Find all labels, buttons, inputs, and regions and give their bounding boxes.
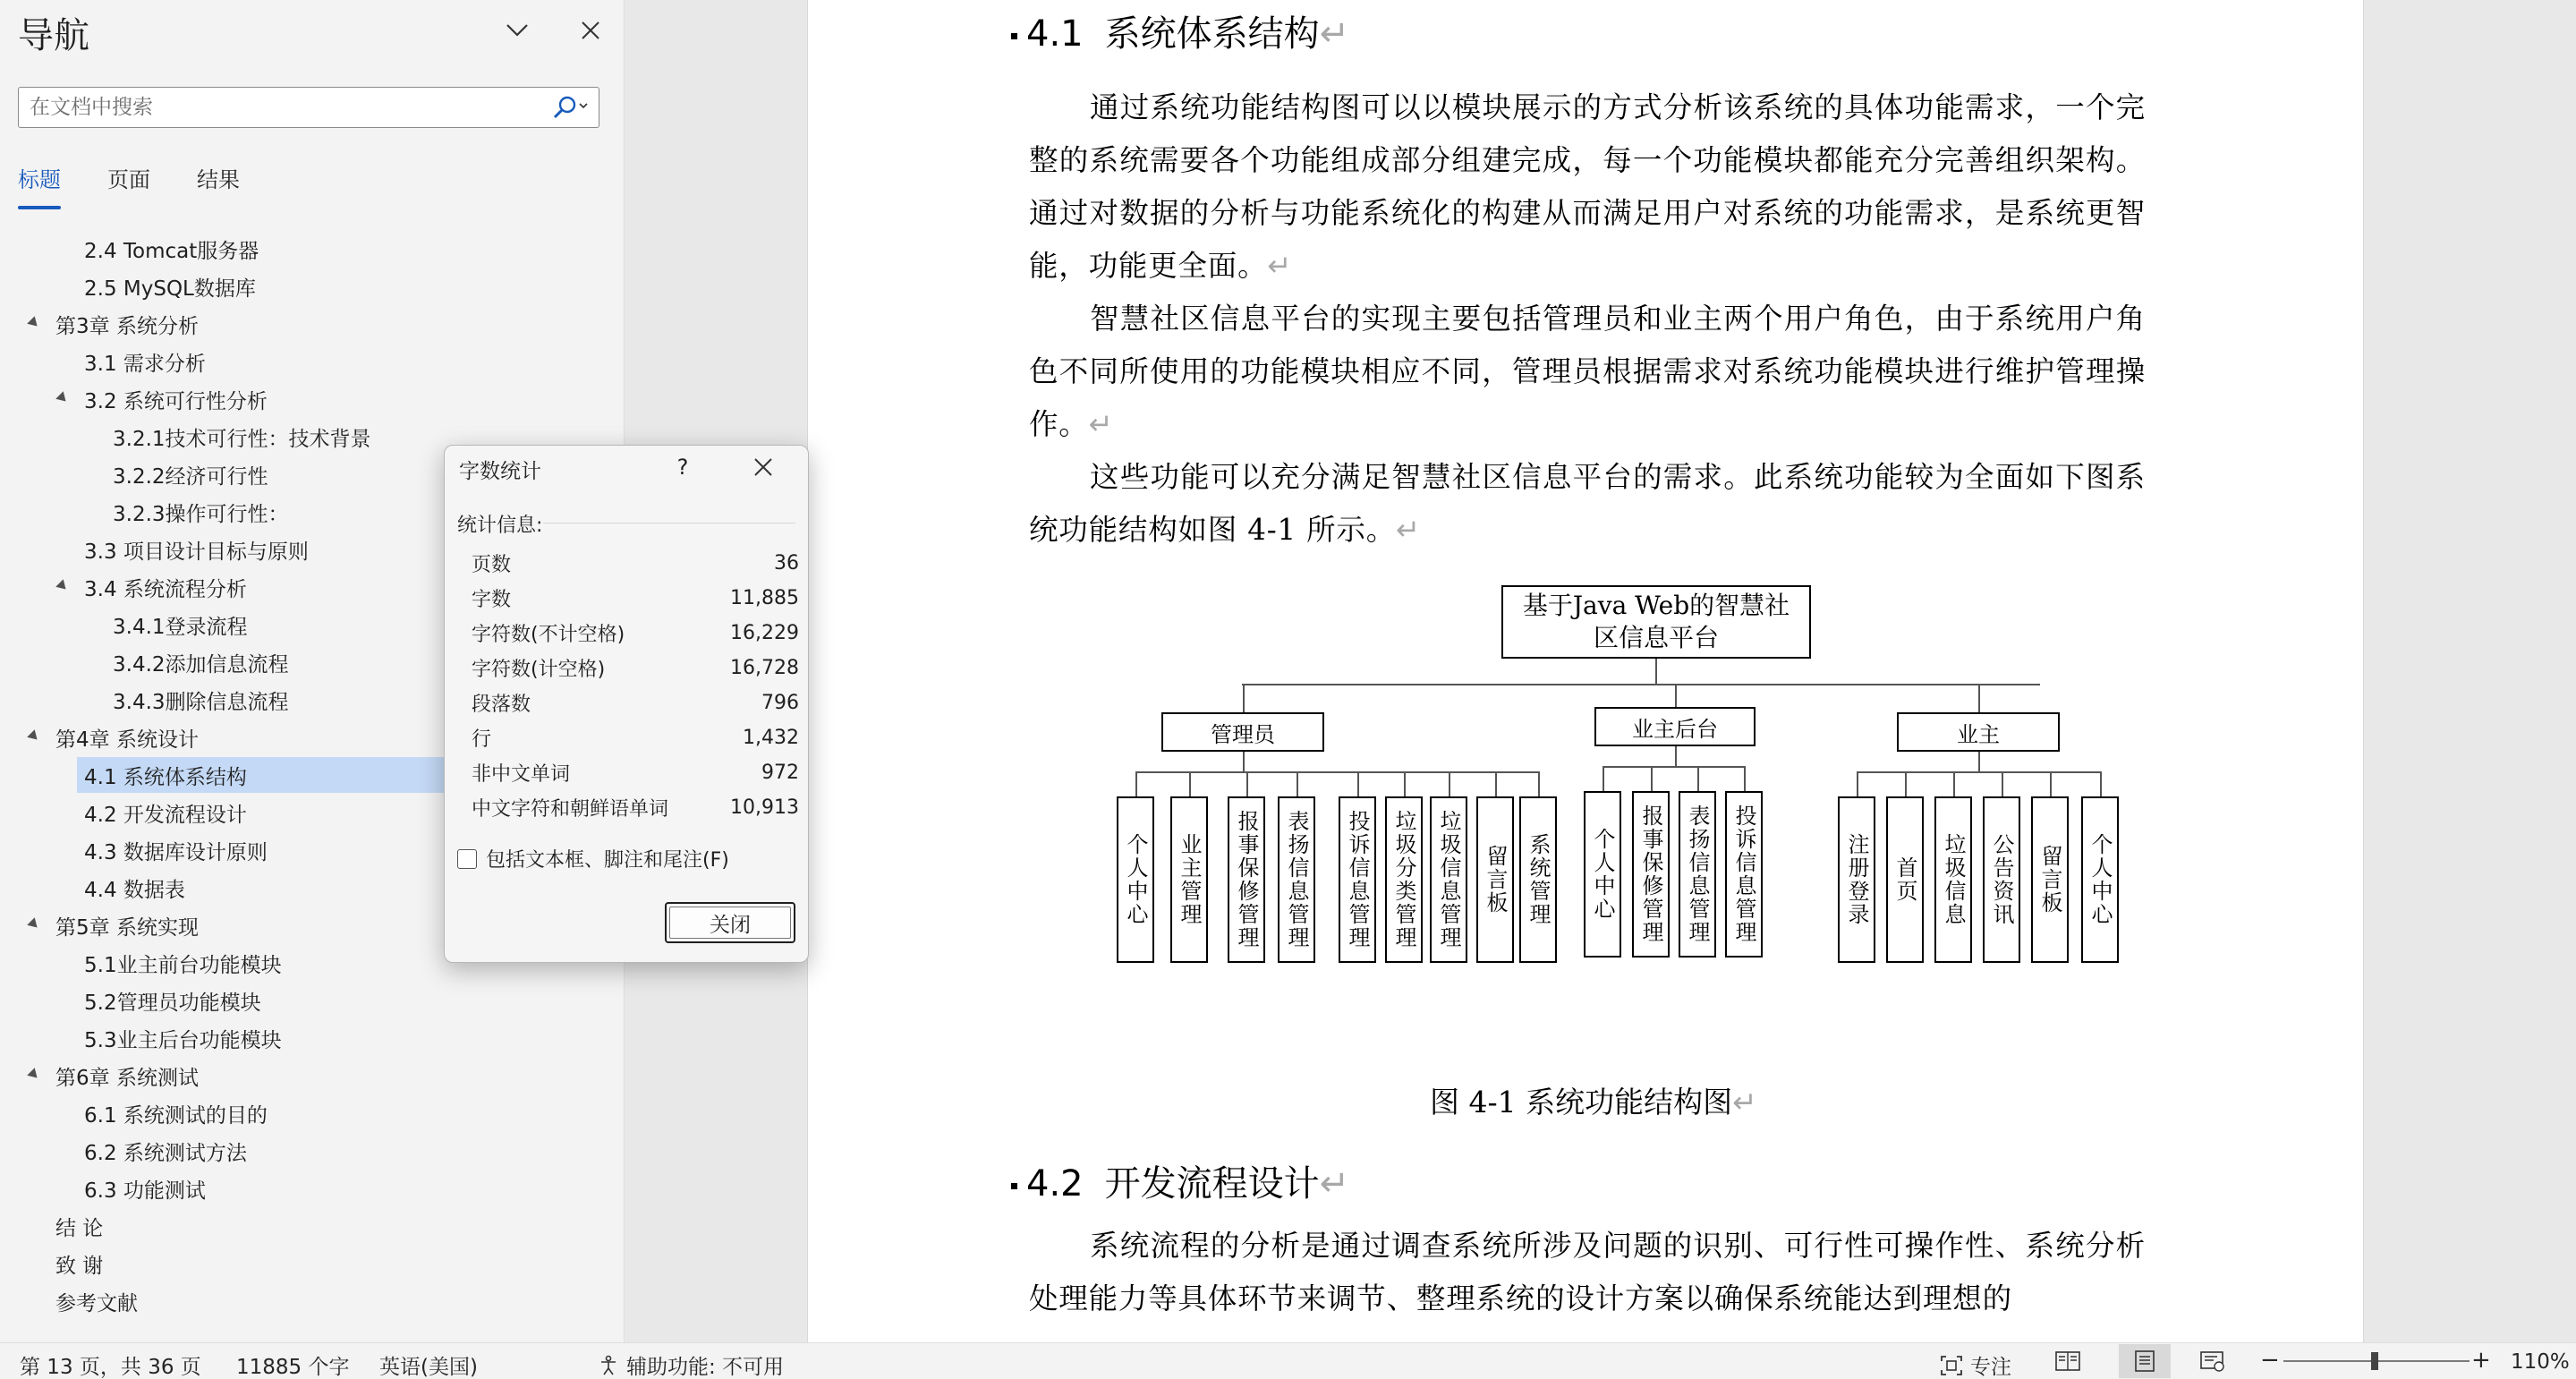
nav-tabs (18, 166, 286, 211)
stat-row (472, 651, 799, 685)
diagram-leaf-node: 业主管理 (1170, 796, 1208, 963)
connector-line (2050, 771, 2052, 796)
connector-line (1697, 766, 1699, 791)
stat-label: 段落数 (472, 693, 531, 716)
zoom-out-button[interactable]: − (2260, 1347, 2280, 1374)
diagram-branch-node: 业主后台 (1594, 707, 1756, 746)
stat-label: 字符数(不计空格) (472, 623, 625, 646)
connector-line (2002, 771, 2003, 796)
paragraph-mark-icon: ↵ (1732, 1085, 1757, 1119)
connector-line (1655, 659, 1657, 685)
nav-heading-item[interactable]: 2.4 Tomcat服务器 (84, 239, 259, 263)
nav-heading-item[interactable]: 4.4 数据表 (84, 878, 185, 902)
diagram-leaf-node: 投诉信息管理 (1725, 791, 1763, 958)
paragraph[interactable] (1029, 293, 2146, 451)
accessibility-indicator[interactable] (598, 1350, 784, 1379)
checkbox[interactable] (457, 849, 477, 869)
word-count-dialog (444, 445, 809, 963)
diagram-leaf-node: 垃圾信息管理 (1430, 796, 1467, 963)
connector-line (1905, 771, 1907, 796)
nav-heading-item[interactable]: 6.1 系统测试的目的 (84, 1103, 268, 1128)
stat-row (472, 685, 799, 719)
diagram-leaf-node: 首页 (1886, 796, 1924, 963)
stat-value: 972 (761, 761, 799, 784)
search-icon (550, 95, 590, 120)
nav-heading-item[interactable]: 2.5 MySQL数据库 (84, 277, 256, 301)
focus-icon (1940, 1355, 1963, 1376)
diagram-leaf-node: 报事保修管理 (1228, 796, 1265, 963)
heading-number: 4.2 (1026, 1163, 1084, 1204)
collapse-arrow-icon[interactable] (27, 917, 41, 932)
heading-bullet (1011, 33, 1017, 39)
connector-line (1297, 771, 1298, 796)
search-button[interactable] (545, 91, 595, 123)
zoom-in-button[interactable]: + (2471, 1347, 2491, 1374)
connector-line (1243, 684, 1245, 712)
nav-heading-item[interactable]: 4.1 系统体系结构 (84, 765, 247, 789)
paragraph[interactable] (1029, 451, 2146, 557)
stat-value: 36 (774, 551, 799, 575)
include-textboxes-checkbox[interactable] (457, 845, 729, 873)
heading-bullet (1011, 1183, 1017, 1189)
stat-row (472, 616, 799, 650)
nav-heading-item[interactable]: 3.4.2添加信息流程 (113, 652, 289, 677)
connector-line (1246, 771, 1248, 796)
paragraph-text: 通过系统功能结构图可以以模块展示的方式分析该系统的具体功能需求，一个完整的系统需要各个功能组成部分组建完成，每一个功能模块都能充分完善组织架构。通过对数据的分析与功能系统化的构建从而满足用户对系统的功能需求，是系统更智能，功能更全面。 (1029, 90, 2146, 283)
connector-line (1675, 684, 1677, 707)
nav-heading-item[interactable]: 4.2 开发流程设计 (84, 803, 247, 827)
close-button[interactable]: 关闭 (665, 902, 795, 943)
nav-heading-item[interactable]: 4.3 数据库设计原则 (84, 840, 268, 864)
diagram-leaf-node: 留言板 (1476, 796, 1514, 963)
connector-line (1675, 746, 1677, 766)
close-icon (753, 457, 773, 477)
connector-line (1857, 771, 1858, 796)
nav-heading-item[interactable]: 3.4.3删除信息流程 (113, 690, 289, 714)
print-layout-button[interactable] (2119, 1344, 2171, 1378)
diagram-leaf-node: 个人中心 (1117, 796, 1154, 963)
nav-heading-item[interactable]: 结 论 (55, 1216, 104, 1240)
paragraph-mark-icon: ↵ (1319, 1163, 1350, 1204)
diagram-root-node: 基于Java Web的智慧社区信息平台 (1501, 585, 1811, 659)
stat-label: 页数 (472, 553, 512, 576)
nav-heading-item[interactable]: 第3章 系统分析 (55, 314, 199, 338)
nav-heading-item[interactable]: 第5章 系统实现 (55, 915, 199, 940)
nav-options-button[interactable] (499, 13, 535, 48)
paragraph-mark-icon: ↵ (1267, 249, 1293, 283)
nav-heading-item[interactable]: 6.3 功能测试 (84, 1179, 206, 1203)
connector-line (1449, 771, 1450, 796)
paragraph-text: 智慧社区信息平台的实现主要包括管理员和业主两个用户角色，由于系统用户角色不同所使用的功能模块相应不同，管理员根据需求对系统功能模块进行维护管理操作。 (1029, 302, 2146, 441)
connector-line (1135, 771, 1540, 773)
word-count-indicator[interactable]: 11885 个字 (236, 1356, 350, 1379)
status-bar (0, 1342, 2576, 1379)
search-input[interactable] (19, 88, 547, 127)
stat-value: 796 (761, 691, 799, 714)
diagram-leaf-node: 报事保修管理 (1632, 791, 1670, 958)
stat-row (472, 546, 799, 580)
heading-4-2[interactable] (1011, 1155, 1349, 1206)
nav-heading-item[interactable]: 致 谢 (55, 1254, 104, 1278)
stat-value: 10,913 (730, 796, 799, 819)
diagram-leaf-node: 注册登录 (1838, 796, 1875, 963)
close-icon (581, 21, 600, 40)
nav-title: 导航 (18, 15, 89, 56)
nav-heading-item[interactable]: 6.2 系统测试方法 (84, 1141, 247, 1165)
nav-close-button[interactable] (573, 13, 608, 48)
nav-heading-item[interactable]: 5.3业主后台功能模块 (84, 1028, 282, 1052)
nav-search-box (18, 87, 599, 128)
connector-line (1978, 684, 1980, 712)
connector-line (1135, 771, 1137, 796)
paragraph[interactable] (1029, 81, 2146, 293)
function-structure-diagram[interactable] (1101, 580, 2130, 974)
connector-line (1357, 771, 1359, 796)
paragraph-text: 系统流程的分析是通过调查系统所涉及问题的识别、可行性可操作性、系统分析处理能力等具体环节来调节、整理系统的设计方案以确保系统能达到理想的 (1029, 1229, 2146, 1315)
diagram-leaf-node: 个人中心 (2081, 796, 2119, 963)
web-layout-button[interactable] (2199, 1349, 2226, 1373)
nav-heading-item[interactable]: 5.1业主前台功能模块 (84, 953, 282, 977)
language-indicator[interactable]: 英语(美国) (379, 1356, 478, 1379)
connector-line (2100, 771, 2102, 796)
read-mode-icon (2054, 1349, 2081, 1373)
diagram-leaf-node: 垃圾分类管理 (1385, 796, 1423, 963)
nav-heading-item[interactable]: 3.1 需求分析 (84, 352, 206, 376)
focus-label: 专注 (1970, 1356, 2011, 1379)
print-layout-icon (2133, 1349, 2156, 1373)
connector-line (1495, 771, 1497, 796)
connector-line (1242, 684, 2040, 685)
collapse-arrow-icon[interactable] (27, 1068, 41, 1082)
connector-line (1538, 771, 1540, 796)
connector-line (1953, 771, 1955, 796)
diagram-leaf-node: 垃圾信息 (1934, 796, 1972, 963)
paragraph-mark-icon: ↵ (1088, 407, 1114, 441)
stat-label: 行 (472, 728, 492, 751)
connector-line (1651, 766, 1653, 791)
diagram-branch-node: 业主 (1897, 712, 2060, 752)
stat-row (472, 581, 799, 615)
connector-line (1978, 752, 1980, 771)
collapse-arrow-icon[interactable] (55, 579, 70, 593)
tab-pages[interactable]: 页面 (107, 167, 150, 192)
stat-label: 中文字符和朝鲜语单词 (472, 797, 669, 821)
stat-label: 字符数(计空格) (472, 658, 606, 681)
caption-text: 图 4-1 系统功能结构图 (1430, 1085, 1733, 1119)
diagram-leaf-node: 留言板 (2031, 796, 2069, 963)
connector-line (1744, 766, 1746, 791)
dialog-title: 字数统计 (459, 460, 541, 483)
nav-heading-item[interactable]: 3.4.1登录流程 (113, 615, 248, 639)
connector-line (1243, 752, 1245, 771)
statistics-label: 统计信息: (457, 515, 543, 537)
nav-heading-item[interactable]: 参考文献 (55, 1291, 138, 1315)
collapse-arrow-icon[interactable] (27, 729, 41, 744)
collapse-arrow-icon[interactable] (27, 316, 41, 330)
heading-4-1[interactable] (1011, 5, 1349, 56)
nav-heading-item[interactable]: 3.2.2经济可行性 (113, 464, 268, 489)
stat-value: 16,728 (730, 656, 799, 679)
paragraph-mark-icon: ↵ (1319, 13, 1350, 55)
diagram-leaf-node: 投诉信息管理 (1339, 796, 1376, 963)
focus-button[interactable] (1940, 1350, 2011, 1379)
nav-heading-item[interactable]: 3.4 系统流程分析 (84, 577, 247, 601)
nav-heading-item[interactable]: 3.3 项目设计目标与原则 (84, 540, 309, 564)
connector-line (1857, 771, 2102, 773)
nav-heading-item[interactable]: 第4章 系统设计 (55, 728, 199, 752)
diagram-leaf-node: 表扬信息管理 (1679, 791, 1716, 958)
connector-line (1404, 771, 1406, 796)
dialog-close-button[interactable] (747, 451, 779, 483)
nav-heading-item[interactable]: 3.2.3操作可行性： (113, 502, 289, 526)
nav-heading-item[interactable]: 3.2 系统可行性分析 (84, 389, 268, 413)
accessibility-icon (598, 1355, 619, 1376)
tab-headings[interactable]: 标题 (18, 166, 61, 211)
collapse-arrow-icon[interactable] (55, 391, 70, 405)
nav-heading-item[interactable]: 第6章 系统测试 (55, 1066, 199, 1090)
connector-line (1189, 771, 1191, 796)
paragraph-text: 这些功能可以充分满足智慧社区信息平台的需求。此系统功能较为全面如下图系统功能结构如图 4-1 所示。 (1029, 460, 2146, 547)
stat-value: 16,229 (730, 621, 799, 644)
checkbox-label: 包括文本框、脚注和尾注(F) (486, 849, 729, 872)
diagram-leaf-node: 个人中心 (1584, 791, 1621, 958)
diagram-branch-node: 管理员 (1161, 712, 1324, 752)
stat-row (472, 790, 799, 824)
figure-caption[interactable] (1430, 1079, 1757, 1121)
help-button[interactable]: ? (676, 455, 689, 480)
diagram-leaf-node: 表扬信息管理 (1278, 796, 1315, 963)
stat-row (472, 755, 799, 789)
stat-value: 11,885 (730, 586, 799, 609)
nav-heading-item[interactable]: 3.2.1技术可行性：技术背景 (113, 427, 371, 451)
connector-line (1603, 766, 1604, 791)
stat-value: 1,432 (743, 726, 799, 749)
nav-heading-item[interactable]: 5.2管理员功能模块 (84, 991, 261, 1015)
paragraph-mark-icon: ↵ (1396, 513, 1422, 547)
accessibility-text: 辅助功能: 不可用 (626, 1356, 785, 1379)
web-layout-icon (2199, 1349, 2226, 1373)
connector-line (1603, 766, 1746, 768)
divider (543, 523, 795, 524)
stat-label: 非中文单词 (472, 762, 571, 786)
heading-text: 系统体系结构 (1104, 13, 1320, 55)
zoom-level[interactable]: 110% (2511, 1350, 2570, 1374)
diagram-leaf-node: 系统管理 (1519, 796, 1557, 963)
heading-number: 4.1 (1026, 13, 1084, 55)
paragraph[interactable] (1029, 1220, 2146, 1325)
stat-row (472, 720, 799, 754)
stat-label: 字数 (472, 588, 512, 611)
zoom-slider-thumb[interactable] (2371, 1352, 2378, 1370)
diagram-leaf-node: 公告资讯 (1983, 796, 2020, 963)
heading-text: 开发流程设计 (1104, 1163, 1320, 1204)
tab-results[interactable]: 结果 (197, 167, 240, 192)
page-indicator[interactable]: 第 13 页，共 36 页 (20, 1356, 201, 1379)
read-mode-button[interactable] (2054, 1349, 2081, 1373)
chevron-down-icon (506, 23, 529, 38)
